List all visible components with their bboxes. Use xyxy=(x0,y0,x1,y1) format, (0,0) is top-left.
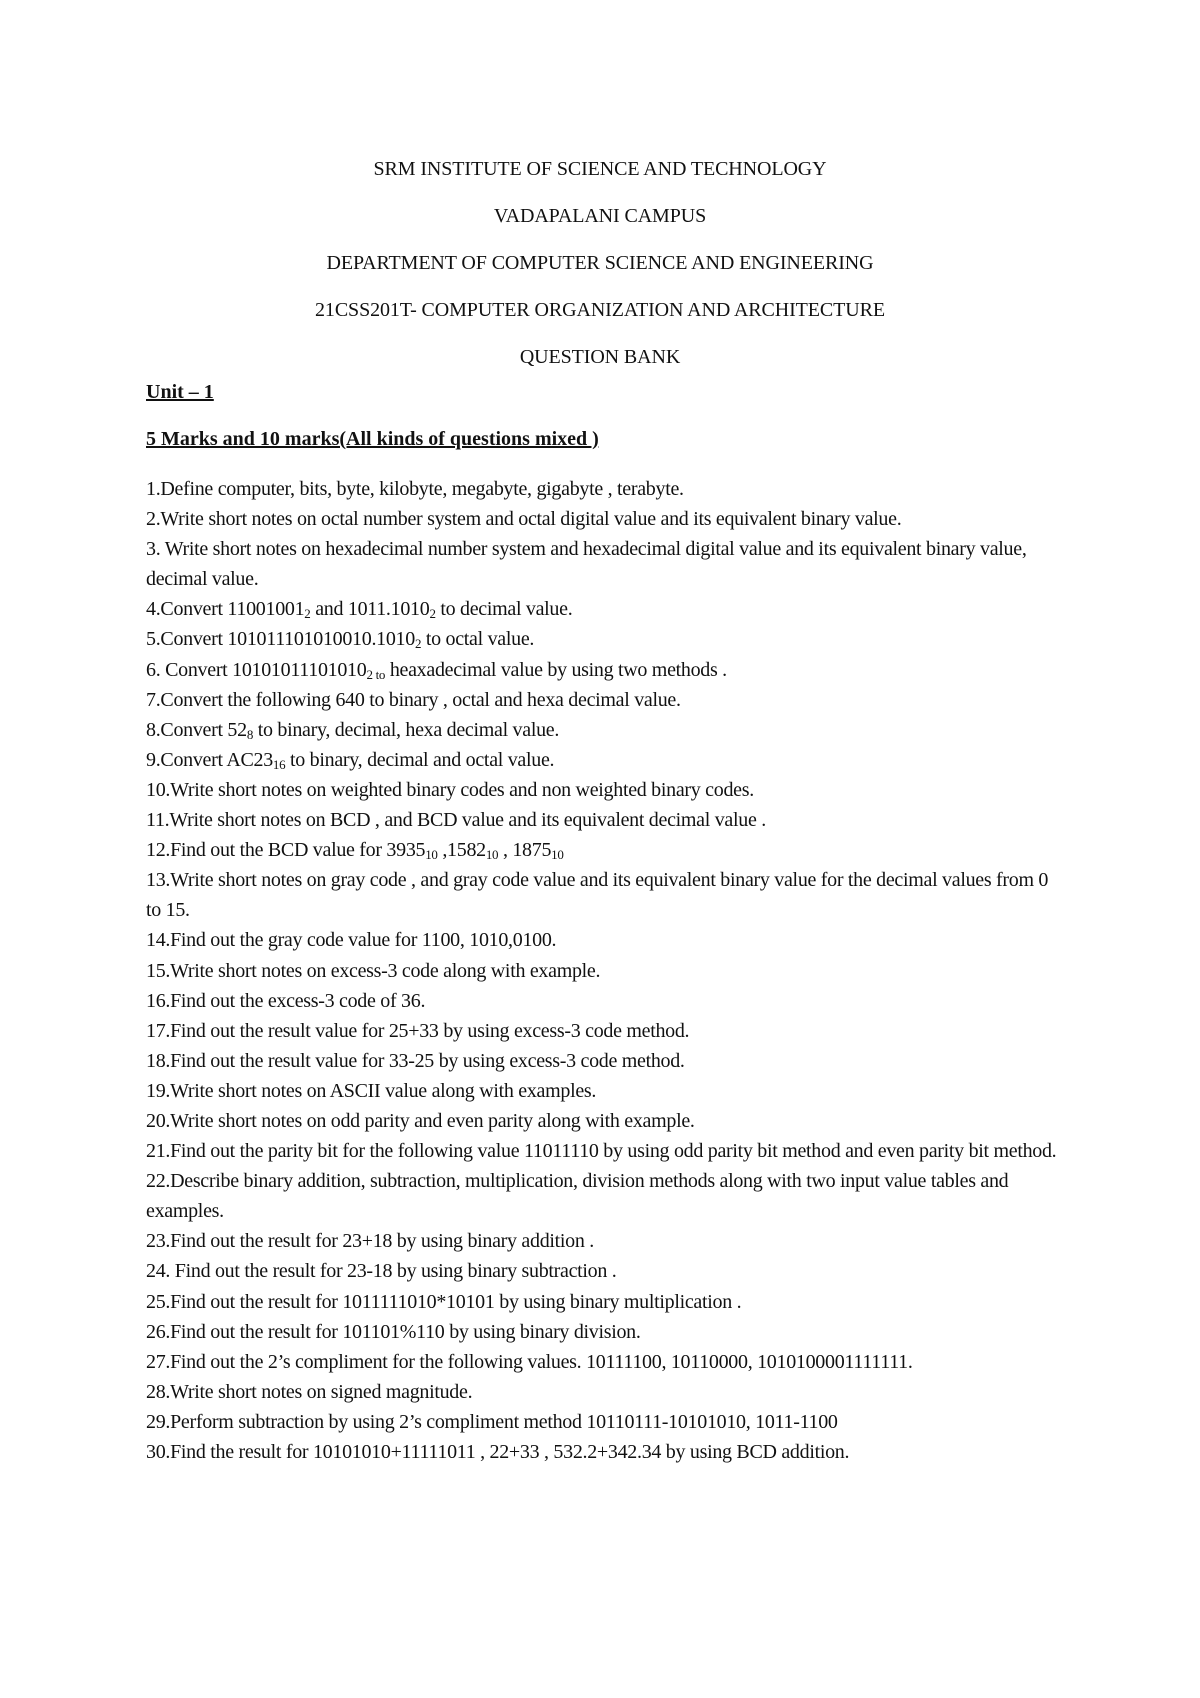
question-item: 27.Find out the 2’s compliment for the following values. 10111100, 10110000, 1010100001111111. xyxy=(146,1350,913,1373)
question-item: 22.Describe binary addition, subtraction, multiplication, division methods along with two input value tables and examples. xyxy=(146,1170,1009,1223)
course-title: 21CSS201T- COMPUTER ORGANIZATION AND ARCHITECTURE xyxy=(315,299,885,321)
question-item: 23.Find out the result for 23+18 by using binary addition . xyxy=(146,1230,594,1253)
question-item: 25.Find out the result for 1011111010*10101 by using binary multiplication . xyxy=(146,1290,742,1313)
unit-heading: Unit – 1 xyxy=(146,381,214,403)
question-item: 26.Find out the result for 101101%110 by using binary division. xyxy=(146,1320,641,1343)
question-item: 14.Find out the gray code value for 1100, 1010,0100. xyxy=(146,929,557,952)
question-item: 21.Find out the parity bit for the following value 11011110 by using odd parity bit method and even parity bit method. xyxy=(146,1140,1057,1163)
question-item: 11.Write short notes on BCD , and BCD value and its equivalent decimal value . xyxy=(146,809,766,832)
institute-name: SRM INSTITUTE OF SCIENCE AND TECHNOLOGY xyxy=(373,158,827,180)
question-item: 28.Write short notes on signed magnitude. xyxy=(146,1380,473,1403)
department-name: DEPARTMENT OF COMPUTER SCIENCE AND ENGINEERING xyxy=(326,252,874,274)
question-item: 17.Find out the result value for 25+33 by using excess-3 code method. xyxy=(146,1019,690,1042)
question-item: 24. Find out the result for 23-18 by using binary subtraction . xyxy=(146,1260,617,1283)
document-title: QUESTION BANK xyxy=(519,346,681,368)
question-list xyxy=(146,474,1066,1467)
question-item: 20.Write short notes on odd parity and even parity along with example. xyxy=(146,1109,695,1132)
question-item: 7.Convert the following 640 to binary , octal and hexa decimal value. xyxy=(146,688,681,711)
question-item: 1.Define computer, bits, byte, kilobyte, megabyte, gigabyte , terabyte. xyxy=(146,478,684,500)
marks-heading: 5 Marks and 10 marks(All kinds of questions mixed ) xyxy=(146,428,599,450)
question-item: 15.Write short notes on excess-3 code along with example. xyxy=(146,959,601,982)
question-item: 13.Write short notes on gray code , and gray code value and its equivalent binary value for the decimal values from 0 to 15. xyxy=(146,869,1049,922)
question-item: 6. Convert $10101011101010_{2 to}$ heaxadecimal value by using two methods . xyxy=(146,658,727,682)
question-item: 19.Write short notes on ASCII value along with examples. xyxy=(146,1079,597,1102)
question-item: 3. Write short notes on hexadecimal number system and hexadecimal digital value and its equivalent binary value, decimal value. xyxy=(146,538,1027,591)
question-item: 18.Find out the result value for 33-25 by using excess-3 code method. xyxy=(146,1049,685,1072)
question-item: 8.Convert $52_8$ to binary, decimal, hexa decimal value. xyxy=(146,718,560,742)
question-item: 4.Convert $11001001_2$ and $1011.1010_2$ to decimal value. xyxy=(146,598,573,622)
question-item: 2.Write short notes on octal number system and octal digital value and its equivalent binary value. xyxy=(146,508,902,531)
question-item: 9.Convert $AC23_{16}$ to binary, decimal and octal value. xyxy=(146,748,555,772)
question-item: 10.Write short notes on weighted binary codes and non weighted binary codes. xyxy=(146,778,754,801)
question-item: 16.Find out the excess-3 code of 36. xyxy=(146,989,426,1012)
question-item: 5.Convert $101011101010010.1010_2$ to octal value. xyxy=(146,628,535,652)
campus-name: VADAPALANI CAMPUS xyxy=(493,205,707,227)
question-item: 12.Find out the BCD value for $3935_{10}$ $,1582_{10}$ , $1875_{10}$ xyxy=(146,839,564,863)
document-header xyxy=(0,146,1200,381)
question-item: 29.Perform subtraction by using 2’s compliment method 10110111-10101010, 1011-1100 xyxy=(146,1410,838,1433)
question-item: 30.Find the result for 10101010+11111011 , 22+33 , 532.2+342.34 by using BCD addition. xyxy=(146,1441,850,1463)
